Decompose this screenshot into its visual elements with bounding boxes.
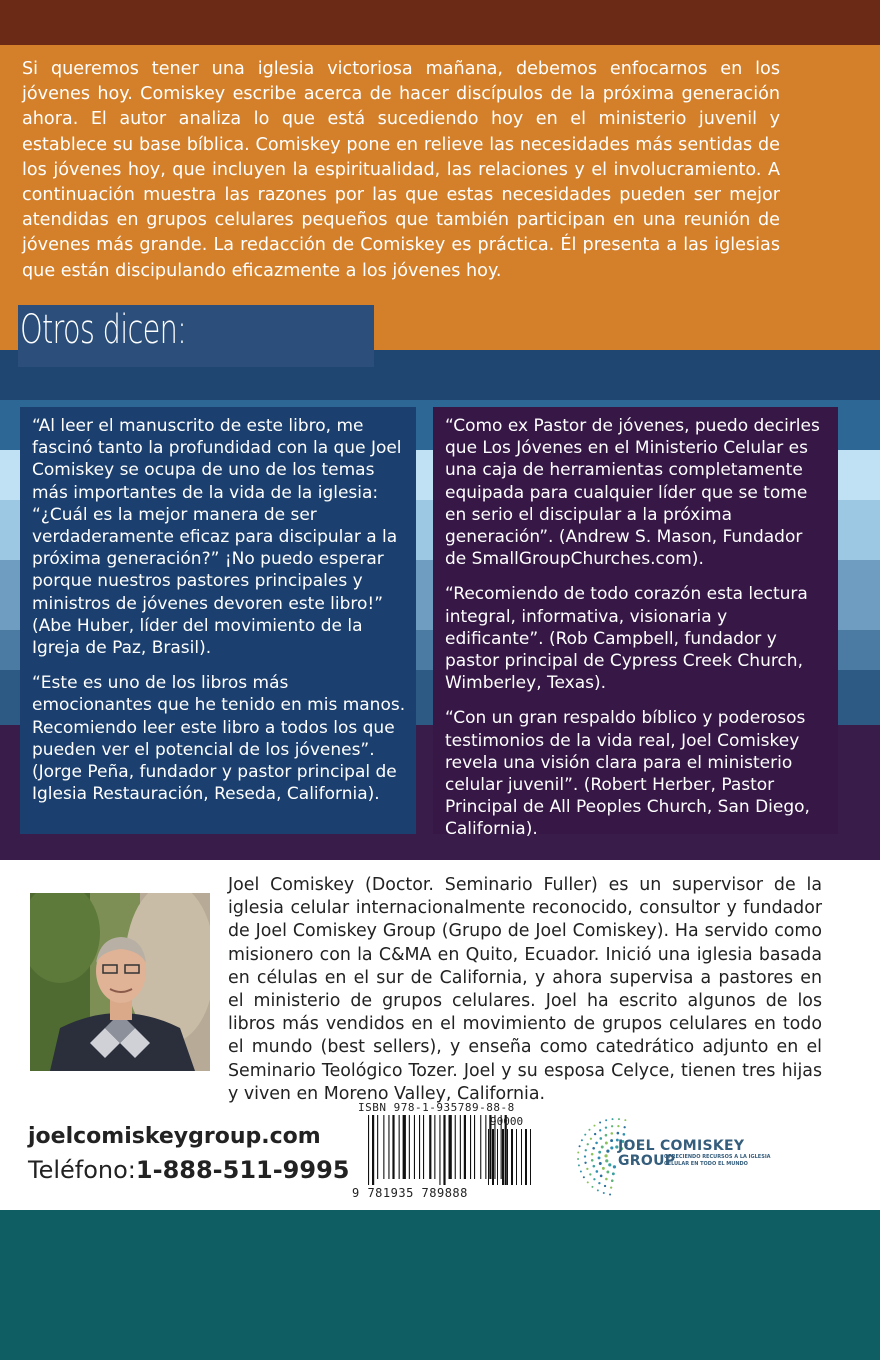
barcode-bar [530, 1129, 531, 1185]
logo-dot [609, 1194, 611, 1196]
logo-dot [610, 1139, 613, 1142]
barcode-bar [460, 1115, 461, 1179]
barcode-bar [439, 1115, 440, 1185]
logo-dot [606, 1170, 609, 1173]
barcode-bar [449, 1115, 452, 1179]
barcode-bar [464, 1115, 466, 1179]
logo-dot [605, 1178, 608, 1181]
barcode-bar [502, 1129, 504, 1185]
barcode-bar [443, 1115, 445, 1185]
bottom-band [0, 1210, 880, 1360]
logo-dot [587, 1143, 589, 1145]
testimonial: “Este es uno de los libros más emocionantes que he tenido en mis manos. Recomiendo leer este libro a todos los que pueden ver el potencial de los jóvenes”. (Jorge Peña, fundador y pastor principal de Iglesia Restauración, Reseda, California). [32, 673, 406, 805]
logo-dot [611, 1125, 613, 1127]
barcode-bar [392, 1115, 394, 1179]
barcode-bar [388, 1115, 389, 1179]
logo-dot [610, 1186, 612, 1188]
logo-dot [592, 1147, 595, 1150]
isbn-digits: 9 781935 789888 [352, 1186, 468, 1200]
logo-dot [605, 1142, 608, 1145]
otros-dicen-heading: Otros dicen: [20, 307, 187, 353]
logo-dot [598, 1182, 600, 1184]
logo-dot [587, 1181, 589, 1183]
logo-dot [601, 1146, 604, 1149]
book-description: Si queremos tener una iglesia victoriosa mañana, debemos enfocarnos en los jóvenes hoy. Comiskey escribe acerca de hacer discípulos de la próxima generación ahora. El autor analiza lo que está sucediendo hoy en el ministerio juvenil y establece su base bíblica. Comiskey pone en relieve las necesidades más sentidas de los jóvenes hoy, que incluyen la espiritualidad, las relaciones y el involucramiento. A continuación muestra las razones por las que estas necesidades pueden ser mejor atendidas en grupos celulares pequeños que también participan en una reunión de jóvenes más grande. La redacción de Comiskey es práctica. Él presenta a las iglesias que están discipulando eficazmente a los jóvenes hoy. [22, 59, 780, 281]
logo-dot [589, 1173, 591, 1175]
logo-dot [591, 1153, 594, 1156]
barcode-bar [423, 1115, 424, 1179]
logo-dot [588, 1129, 590, 1131]
logo-dot [599, 1121, 601, 1123]
logo-dot [583, 1176, 585, 1178]
author-photo [30, 893, 210, 1071]
isbn-label: ISBN 978-1-935789-88-8 [358, 1101, 515, 1114]
barcode-bar [399, 1115, 400, 1179]
logo-dot [605, 1134, 608, 1137]
logo-dot [618, 1118, 620, 1120]
barcode-bar [492, 1129, 494, 1185]
logo-dot [577, 1152, 579, 1154]
logo-dot [590, 1138, 592, 1140]
logo-dot [617, 1132, 620, 1135]
logo-dot [585, 1149, 587, 1151]
logo-dot [623, 1133, 626, 1136]
barcode-bar [414, 1115, 415, 1179]
barcode-bar [488, 1129, 489, 1185]
barcode-bar [403, 1115, 406, 1179]
logo-dot [579, 1145, 581, 1147]
logo-dot [613, 1165, 616, 1168]
logo-dot [599, 1137, 602, 1140]
author-bio: Joel Comiskey (Doctor. Seminario Fuller) es un supervisor de la iglesia celular internacionalmente reconocido, consultor y fundador de Joel Comiskey Group (Grupo de Joel Comiskey). Ha servido como misionero con la C&MA en Quito, Ecuador. Inició una iglesia basada en células en el sur de California, y ahora supervisa a pastores en el ministerio de grupos celulares. Joel ha escrito algunos de los libros más vendidos en el movimiento de grupos celulares en todo el mundo (best sellers), y enseña como catedrático adjunto en el Seminario Teológico Tozer. Joel y su esposa Celyce, tienen tres hijas y viven en Moreno Valley, California. [228, 875, 822, 1104]
testimonial: “Con un gran respaldo bíblico y poderosos testimonios de la vida real, Joel Comiskey revela una visión clara para el ministerio celular juvenil”. (Robert Herber, Pastor Principal de All Peoples Church, San Diego, California). [445, 708, 810, 840]
logo-dot [594, 1133, 596, 1135]
logo-dot [599, 1129, 601, 1131]
logo-dot [606, 1150, 609, 1153]
phone-label: Teléfono: [28, 1156, 136, 1184]
logo-dot [595, 1142, 598, 1145]
logo-dot [603, 1192, 605, 1194]
top-bar [0, 0, 880, 45]
phone-number: 1-888-511-9995 [135, 1156, 350, 1184]
logo-dot [623, 1126, 625, 1128]
logo-dot [580, 1171, 582, 1173]
logo-dot [591, 1159, 594, 1162]
logo-dot [610, 1132, 613, 1135]
logo-dot [584, 1162, 586, 1164]
logo-dot [604, 1154, 607, 1157]
testimonials-right [433, 407, 838, 840]
logo-dot [599, 1162, 602, 1165]
logo-line2: GROUP [618, 1153, 676, 1169]
logo-dot [586, 1168, 588, 1170]
logo-dot [598, 1151, 601, 1154]
barcode-bar [368, 1115, 369, 1185]
barcode-bar [474, 1115, 475, 1179]
logo-dot [577, 1158, 579, 1160]
logo-dot [605, 1159, 608, 1162]
barcode-bar [429, 1115, 431, 1179]
logo-dot [581, 1139, 583, 1141]
barcode-bar [434, 1115, 435, 1179]
barcode-bar [521, 1129, 522, 1185]
logo-dot [591, 1186, 593, 1188]
barcode [366, 1115, 531, 1191]
barcode-bar [497, 1129, 498, 1185]
logo-dot [612, 1172, 615, 1175]
logo-dot [602, 1167, 605, 1170]
logo-dot [584, 1155, 586, 1157]
logo-tagline: OFRECIENDO RECURSOS A LA IGLESIA CELULAR EN TODO EL MUNDO [664, 1154, 771, 1167]
logo-dot [593, 1178, 595, 1180]
isbn-addon: 90000 [490, 1115, 524, 1128]
phone-line [28, 1156, 349, 1184]
barcode-bar [377, 1115, 378, 1179]
barcode-bar [511, 1129, 513, 1185]
barcode-bar [372, 1115, 374, 1185]
barcode-bar [480, 1115, 481, 1179]
logo-dot [578, 1164, 580, 1166]
logo-dot [597, 1189, 599, 1191]
logo-line1: JOEL COMISKEY [618, 1138, 745, 1154]
logo-dot [612, 1118, 614, 1120]
testimonial: “Al leer el manuscrito de este libro, me fascinó tanto la profundidad con la que Joel Comiskey se ocupa de uno de los temas más importantes de la vida de la iglesia: “¿Cuál es la mejor manera de ser verdaderamente eficaz para discipular a la próxima generación?” ¡No puedo esperar porque nuestros pastores principales y ministros de jóvenes devoren este libro!” (Abe Huber, líder del movimiento de la Igreja de Paz, Brasil). [32, 416, 402, 659]
barcode-bar [419, 1115, 420, 1179]
logo-dot [605, 1127, 607, 1129]
barcode-bar [485, 1115, 486, 1179]
logo-dot [596, 1170, 599, 1173]
testimonial: “Recomiendo de todo corazón esta lectura integral, informativa, visionaria y edificante”. (Rob Campbell, fundador y pastor principal de Cypress Creek Church, Wimberley, Texas). [445, 584, 808, 694]
logo-dot [610, 1146, 613, 1149]
logo-dot [604, 1185, 606, 1187]
testimonial: “Como ex Pastor de jóvenes, puedo decirles que Los Jóvenes en el Ministerio Celular es una caja de herramientas completamente equipada para cualquier líder que se tome en serio el discipular a la próxima generación”. (Andrew S. Mason, Fundador de SmallGroupChurches.com). [445, 416, 820, 570]
logo-dot [593, 1125, 595, 1127]
logo-dot [600, 1175, 603, 1178]
testimonials-left [20, 407, 416, 834]
logo-dot [605, 1119, 607, 1121]
barcode-bar [507, 1129, 508, 1185]
barcode-bar [516, 1129, 517, 1185]
logo-dot [624, 1119, 626, 1121]
logo-dot [611, 1179, 614, 1182]
barcode-bar [383, 1115, 384, 1179]
logo-dot [598, 1156, 601, 1159]
barcode-bar [470, 1115, 471, 1179]
barcode-bar [409, 1115, 410, 1179]
logo-dot [617, 1125, 619, 1127]
barcode-bar [525, 1129, 527, 1185]
website-url[interactable]: joelcomiskeygroup.com [28, 1124, 321, 1149]
logo-dot [608, 1163, 611, 1166]
logo-dot [593, 1165, 596, 1168]
logo-dot [584, 1134, 586, 1136]
barcode-bar [455, 1115, 456, 1179]
